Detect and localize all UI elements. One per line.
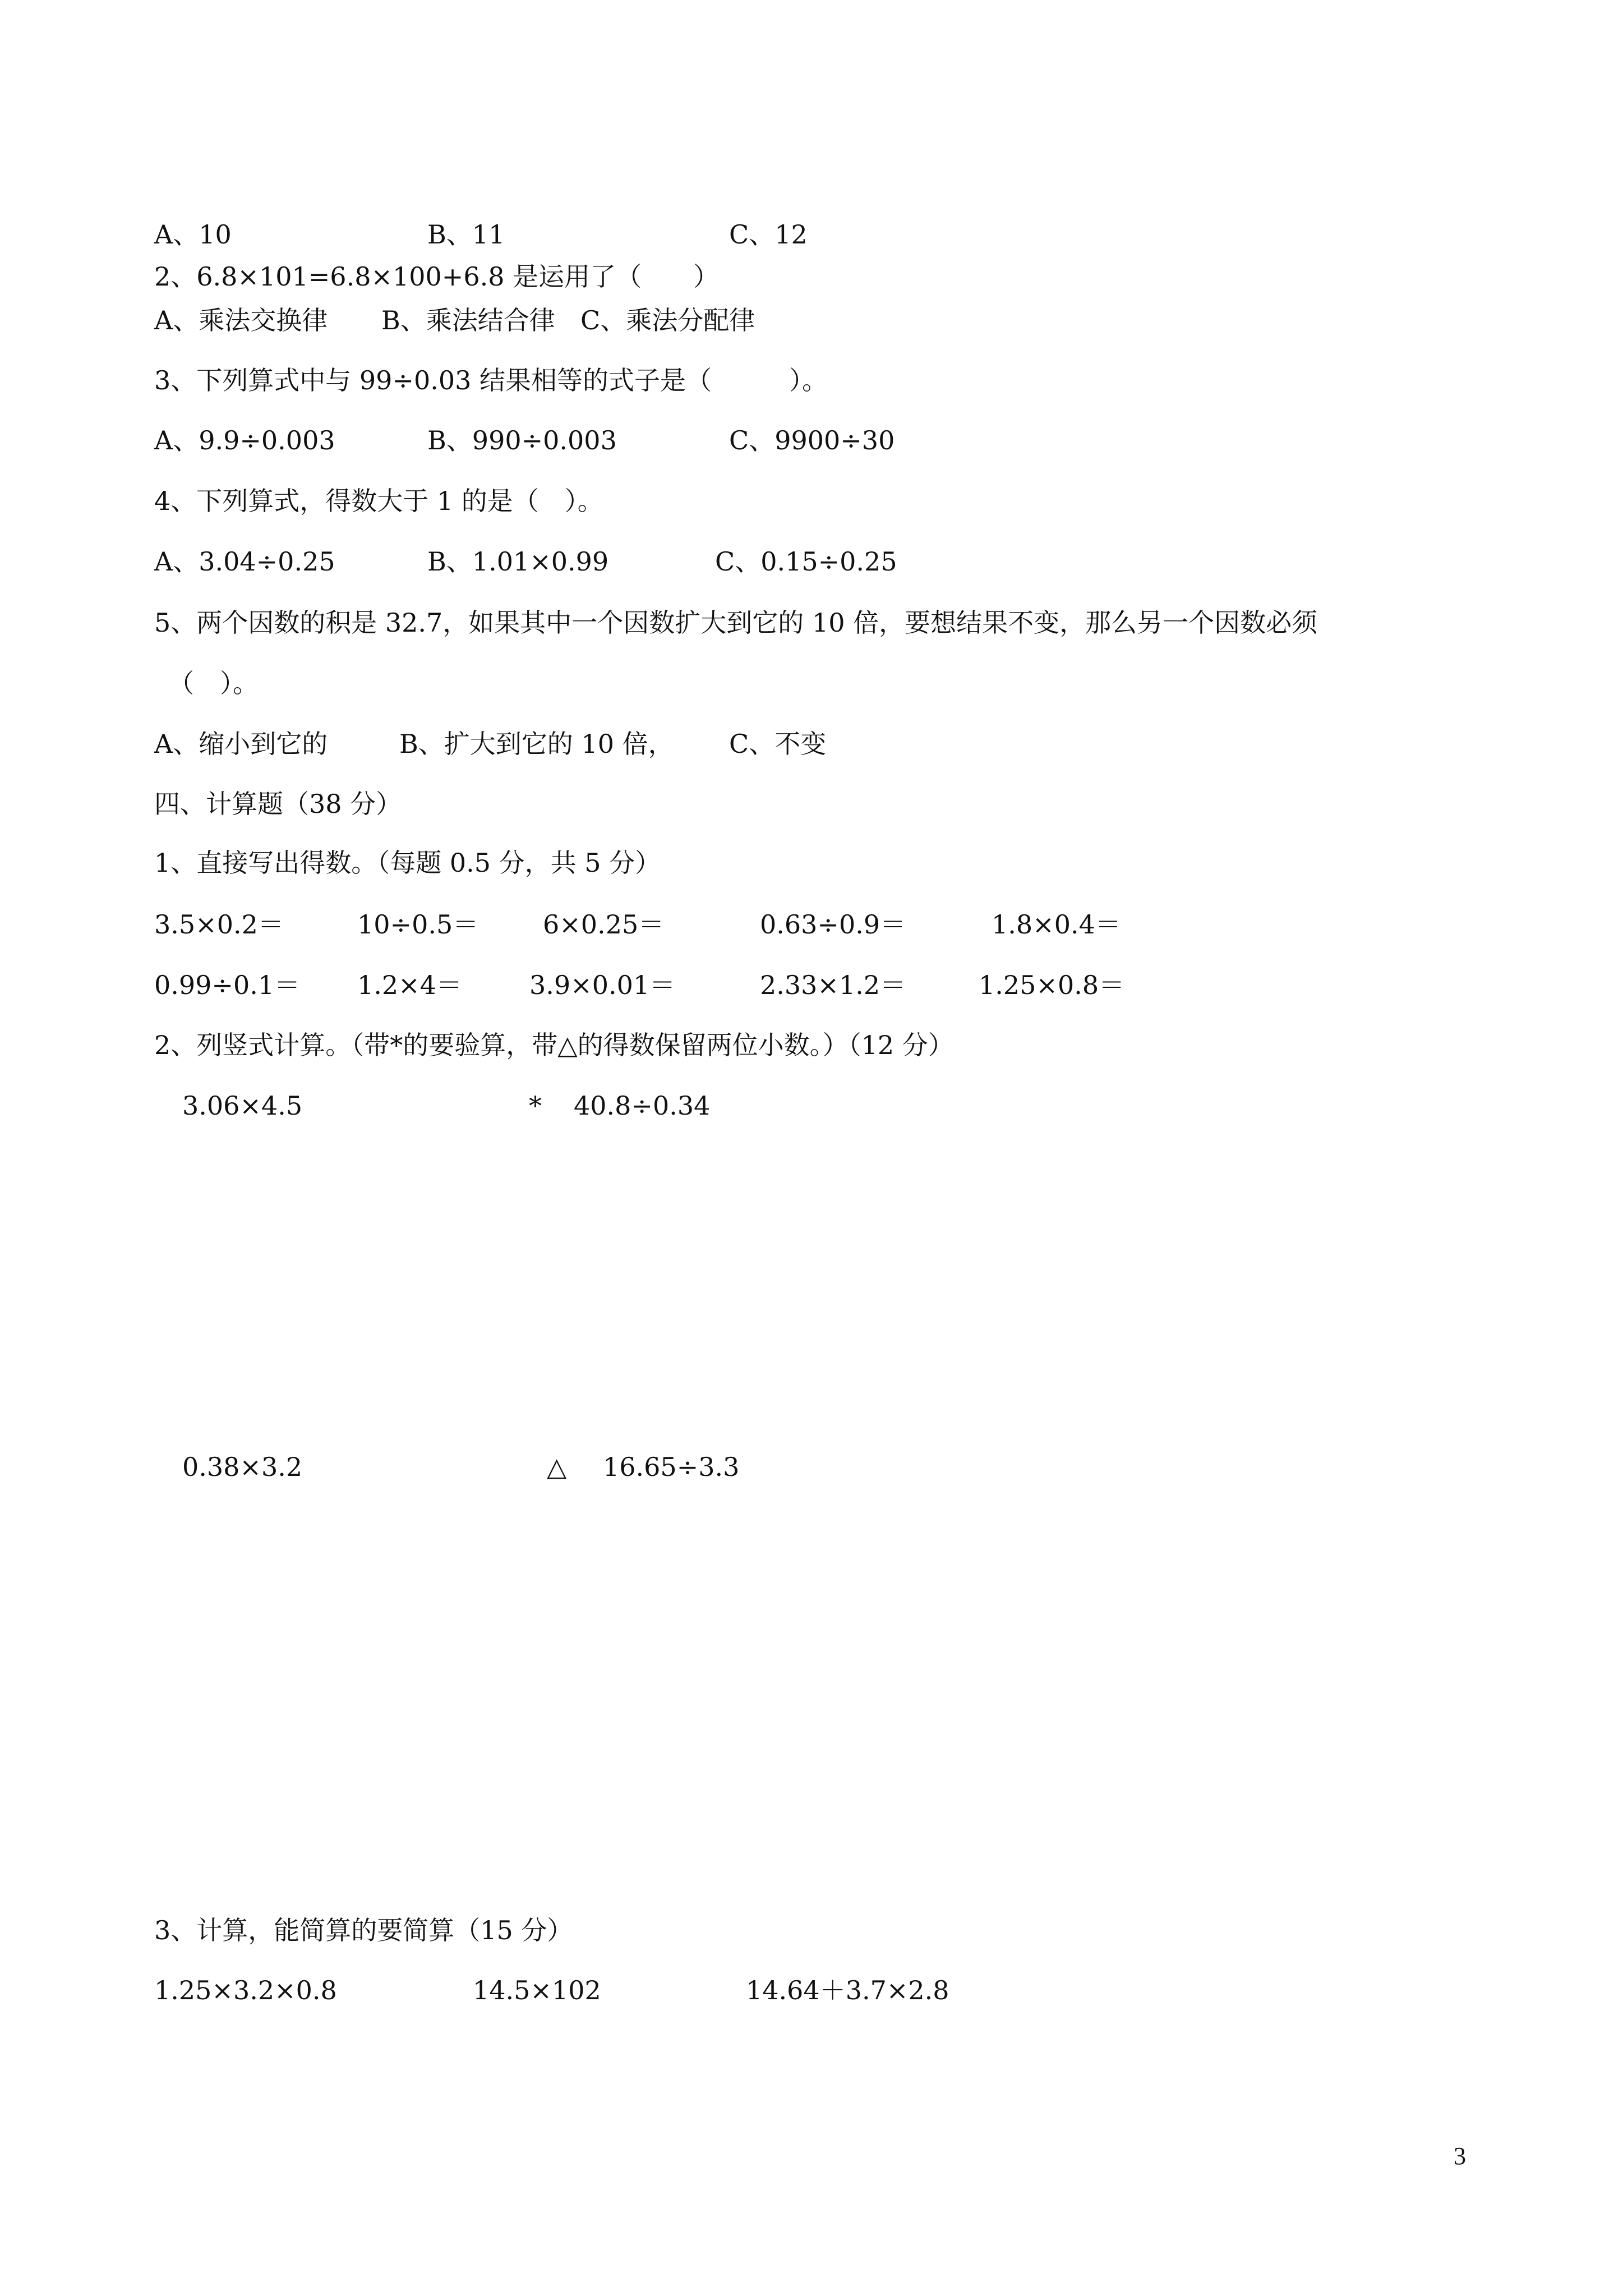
- q4-option-c: C、0.15÷0.25: [715, 546, 897, 577]
- q5-stem-line1: 5、两个因数的积是 32.7，如果其中一个因数扩大到它的 10 倍，要想结果不变，那么另一个因数必须: [154, 608, 1318, 638]
- oral-calc-item: 1.8×0.4＝: [992, 909, 1121, 940]
- q4-stem: 4、下列算式，得数大于 1 的是（ ）。: [154, 486, 603, 516]
- prev-option-a: A、10: [154, 219, 232, 250]
- q3-option-a: A、9.9÷0.003: [154, 425, 335, 455]
- oral-calc-item: 2.33×1.2＝: [760, 970, 906, 1000]
- oral-calc-item: 6×0.25＝: [543, 909, 665, 940]
- q2-stem: 2、6.8×101=6.8×100+6.8 是运用了（ ）: [154, 261, 720, 292]
- part2-title: 2、列竖式计算。（带*的要验算，带△的得数保留两位小数。）（12 分）: [154, 1030, 954, 1060]
- q3-option-b: B、990÷0.003: [427, 425, 617, 455]
- verify-mark: *: [529, 1091, 542, 1121]
- q3-option-c: C、9900÷30: [729, 425, 895, 455]
- q5-stem-line2: （ ）。: [168, 668, 259, 698]
- prev-option-c: C、12: [729, 219, 808, 250]
- section-heading: 四、计算题（38 分）: [154, 789, 402, 819]
- q3-stem: 3、下列算式中与 99÷0.03 结果相等的式子是（ ）。: [154, 365, 828, 395]
- vertical-calc-item: 40.8÷0.34: [574, 1091, 711, 1121]
- oral-calc-item: 10÷0.5＝: [357, 909, 479, 940]
- simplify-calc-item: 1.25×3.2×0.8: [154, 1975, 337, 2005]
- oral-calc-item: 0.63÷0.9＝: [760, 909, 906, 940]
- part1-title: 1、直接写出得数。（每题 0.5 分，共 5 分）: [154, 848, 661, 878]
- oral-calc-item: 0.99÷0.1＝: [154, 970, 301, 1000]
- q5-option-a: A、缩小到它的: [154, 729, 328, 759]
- q4-option-a: A、3.04÷0.25: [154, 546, 335, 577]
- part3-title: 3、计算，能简算的要简算（15 分）: [154, 1915, 573, 1945]
- q2-option-b: B、乘法结合律: [381, 305, 555, 335]
- vertical-calc-item: 3.06×4.5: [182, 1091, 303, 1121]
- q2-option-a: A、乘法交换律: [154, 305, 328, 335]
- q4-option-b: B、1.01×0.99: [427, 546, 609, 577]
- round-mark: △: [547, 1452, 567, 1482]
- q5-option-c: C、不变: [729, 729, 827, 759]
- oral-calc-item: 3.5×0.2＝: [154, 909, 284, 940]
- oral-calc-item: 1.2×4＝: [357, 970, 462, 1000]
- prev-option-b: B、11: [427, 219, 505, 250]
- oral-calc-item: 3.9×0.01＝: [529, 970, 676, 1000]
- vertical-calc-item: 0.38×3.2: [182, 1452, 303, 1482]
- oral-calc-item: 1.25×0.8＝: [979, 970, 1125, 1000]
- simplify-calc-item: 14.5×102: [473, 1975, 601, 2005]
- q2-option-c: C、乘法分配律: [580, 305, 755, 335]
- page-number: 3: [1454, 2142, 1466, 2170]
- vertical-calc-item: 16.65÷3.3: [603, 1452, 740, 1482]
- q5-option-b: B、扩大到它的 10 倍，: [399, 729, 674, 759]
- simplify-calc-item: 14.64＋3.7×2.8: [746, 1975, 949, 2005]
